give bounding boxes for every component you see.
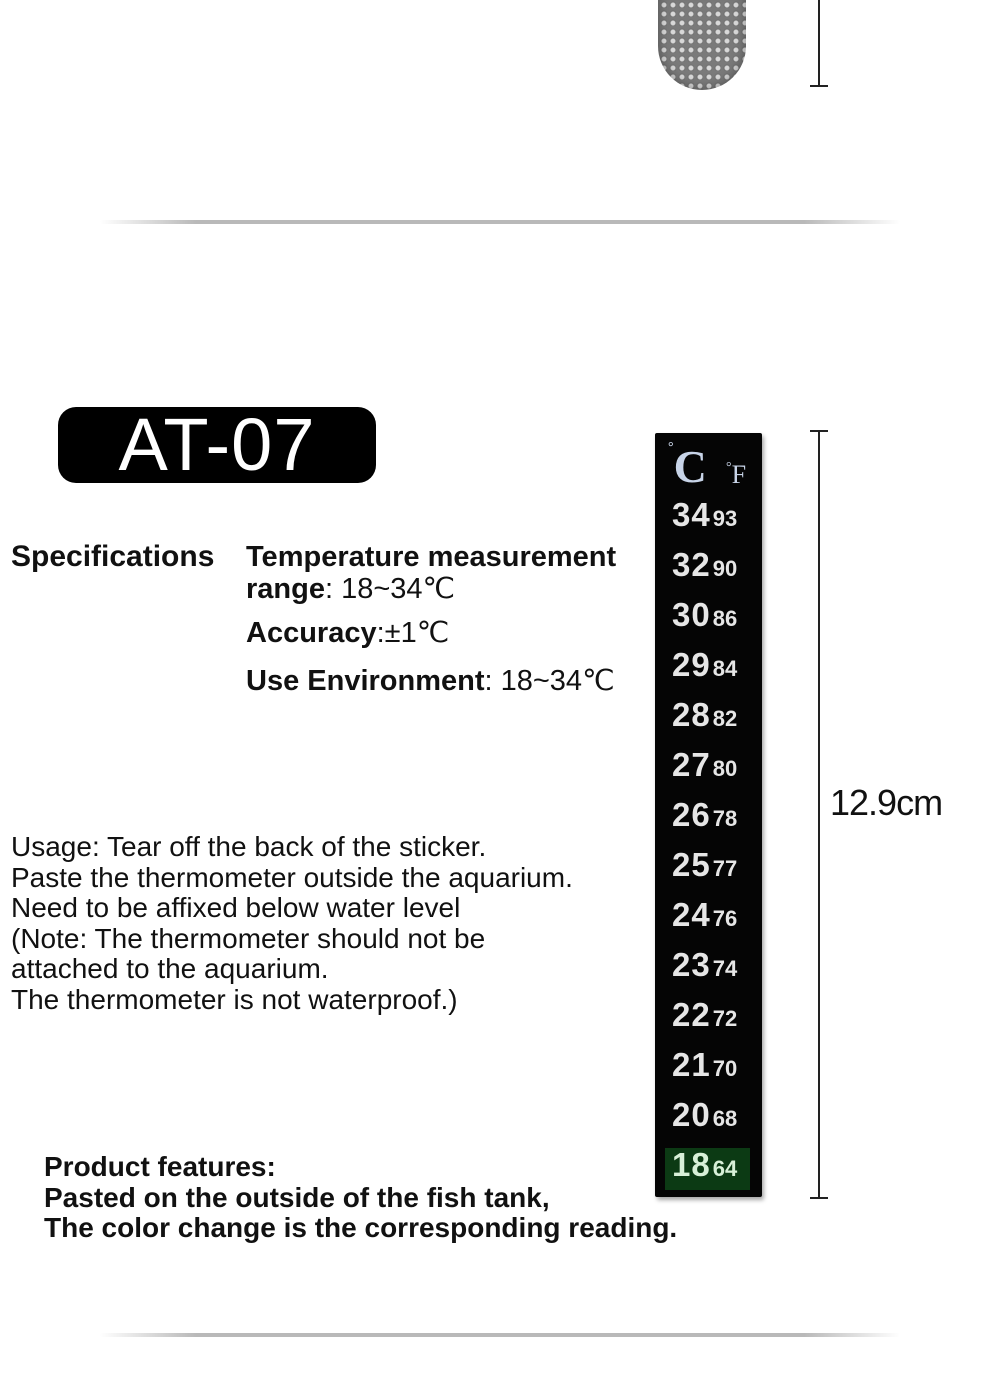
reading-celsius: 29 <box>672 646 711 683</box>
spec-accuracy-value: :±1℃ <box>376 617 450 649</box>
reading-fahrenheit: 86 <box>712 606 738 631</box>
features-line: Pasted on the outside of the fish tank, <box>44 1181 550 1213</box>
reading-23 <box>672 946 758 984</box>
reading-celsius: 22 <box>672 996 711 1033</box>
dimension-cap-bottom <box>810 1197 828 1199</box>
reading-celsius: 27 <box>672 746 711 783</box>
top-dimension-line <box>818 0 820 86</box>
reading-18 <box>672 1146 758 1184</box>
spec-accuracy-label: Accuracy <box>246 617 377 649</box>
reading-22 <box>672 996 758 1034</box>
section-divider-top <box>100 220 900 224</box>
reading-fahrenheit: 84 <box>712 656 738 681</box>
reading-celsius: 24 <box>672 896 711 933</box>
top-dimension-cap <box>810 85 828 87</box>
reading-26 <box>672 796 758 834</box>
reading-fahrenheit: 93 <box>712 506 738 531</box>
reading-32 <box>672 546 758 584</box>
reading-celsius: 26 <box>672 796 711 833</box>
fahrenheit-symbol: F <box>731 460 747 489</box>
usage-line: Paste the thermometer outside the aquarium. <box>11 861 573 893</box>
reading-34 <box>672 496 758 534</box>
usage-line: (Note: The thermometer should not be <box>11 922 486 954</box>
reading-21 <box>672 1046 758 1084</box>
reading-fahrenheit: 68 <box>712 1106 738 1131</box>
features-line: Product features: <box>44 1151 276 1182</box>
spec-range-value: : 18~34℃ <box>324 573 456 605</box>
reading-fahrenheit: 82 <box>712 706 738 731</box>
product-fragment-image <box>658 0 746 90</box>
reading-fahrenheit: 74 <box>712 956 738 981</box>
reading-celsius: 21 <box>672 1046 711 1083</box>
reading-fahrenheit: 80 <box>712 756 738 781</box>
reading-fahrenheit: 77 <box>712 856 738 881</box>
usage-line: The thermometer is not waterproof.) <box>11 983 458 1015</box>
spec-temperature-range <box>246 541 646 605</box>
reading-30 <box>672 596 758 634</box>
height-label: 12.9cm <box>830 782 943 823</box>
reading-celsius: 23 <box>672 946 711 983</box>
reading-fahrenheit: 72 <box>712 1006 738 1031</box>
usage-line: Usage: Tear off the back of the sticker. <box>11 831 487 862</box>
spec-range-label: Temperature measurement range <box>246 541 617 605</box>
usage-line: Need to be affixed below water level <box>11 892 461 923</box>
specifications-heading: Specifications <box>11 540 215 573</box>
reading-celsius: 25 <box>672 846 711 883</box>
model-badge: AT-07 <box>58 407 376 483</box>
features-line: The color change is the corresponding reading. <box>44 1212 678 1243</box>
usage-text <box>11 832 573 1015</box>
product-features <box>44 1152 677 1244</box>
reading-fahrenheit: 70 <box>712 1056 738 1081</box>
reading-29 <box>672 646 758 684</box>
reading-25 <box>672 846 758 884</box>
spec-accuracy <box>246 617 449 649</box>
reading-fahrenheit: 76 <box>712 906 738 931</box>
section-divider-bottom <box>100 1333 900 1337</box>
fahrenheit-unit-label: °F <box>726 460 747 489</box>
spec-environment-value: : 18~34℃ <box>484 665 615 697</box>
reading-28 <box>672 696 758 734</box>
spec-environment-label: Use Environment <box>246 665 485 697</box>
reading-24 <box>672 896 758 934</box>
height-dimension-line <box>818 431 820 1199</box>
reading-celsius: 18 <box>672 1146 711 1183</box>
reading-celsius: 28 <box>672 696 711 733</box>
reading-celsius: 20 <box>672 1096 711 1133</box>
reading-celsius: 30 <box>672 596 711 633</box>
usage-line: attached to the aquarium. <box>11 953 329 984</box>
reading-20 <box>672 1096 758 1134</box>
spec-environment <box>246 665 615 697</box>
celsius-unit-label: °C <box>668 440 707 492</box>
celsius-symbol: C <box>673 441 707 492</box>
reading-fahrenheit: 64 <box>712 1156 738 1181</box>
reading-27 <box>672 746 758 784</box>
reading-celsius: 34 <box>672 496 711 533</box>
reading-fahrenheit: 78 <box>712 806 738 831</box>
reading-fahrenheit: 90 <box>712 556 738 581</box>
reading-celsius: 32 <box>672 546 711 583</box>
